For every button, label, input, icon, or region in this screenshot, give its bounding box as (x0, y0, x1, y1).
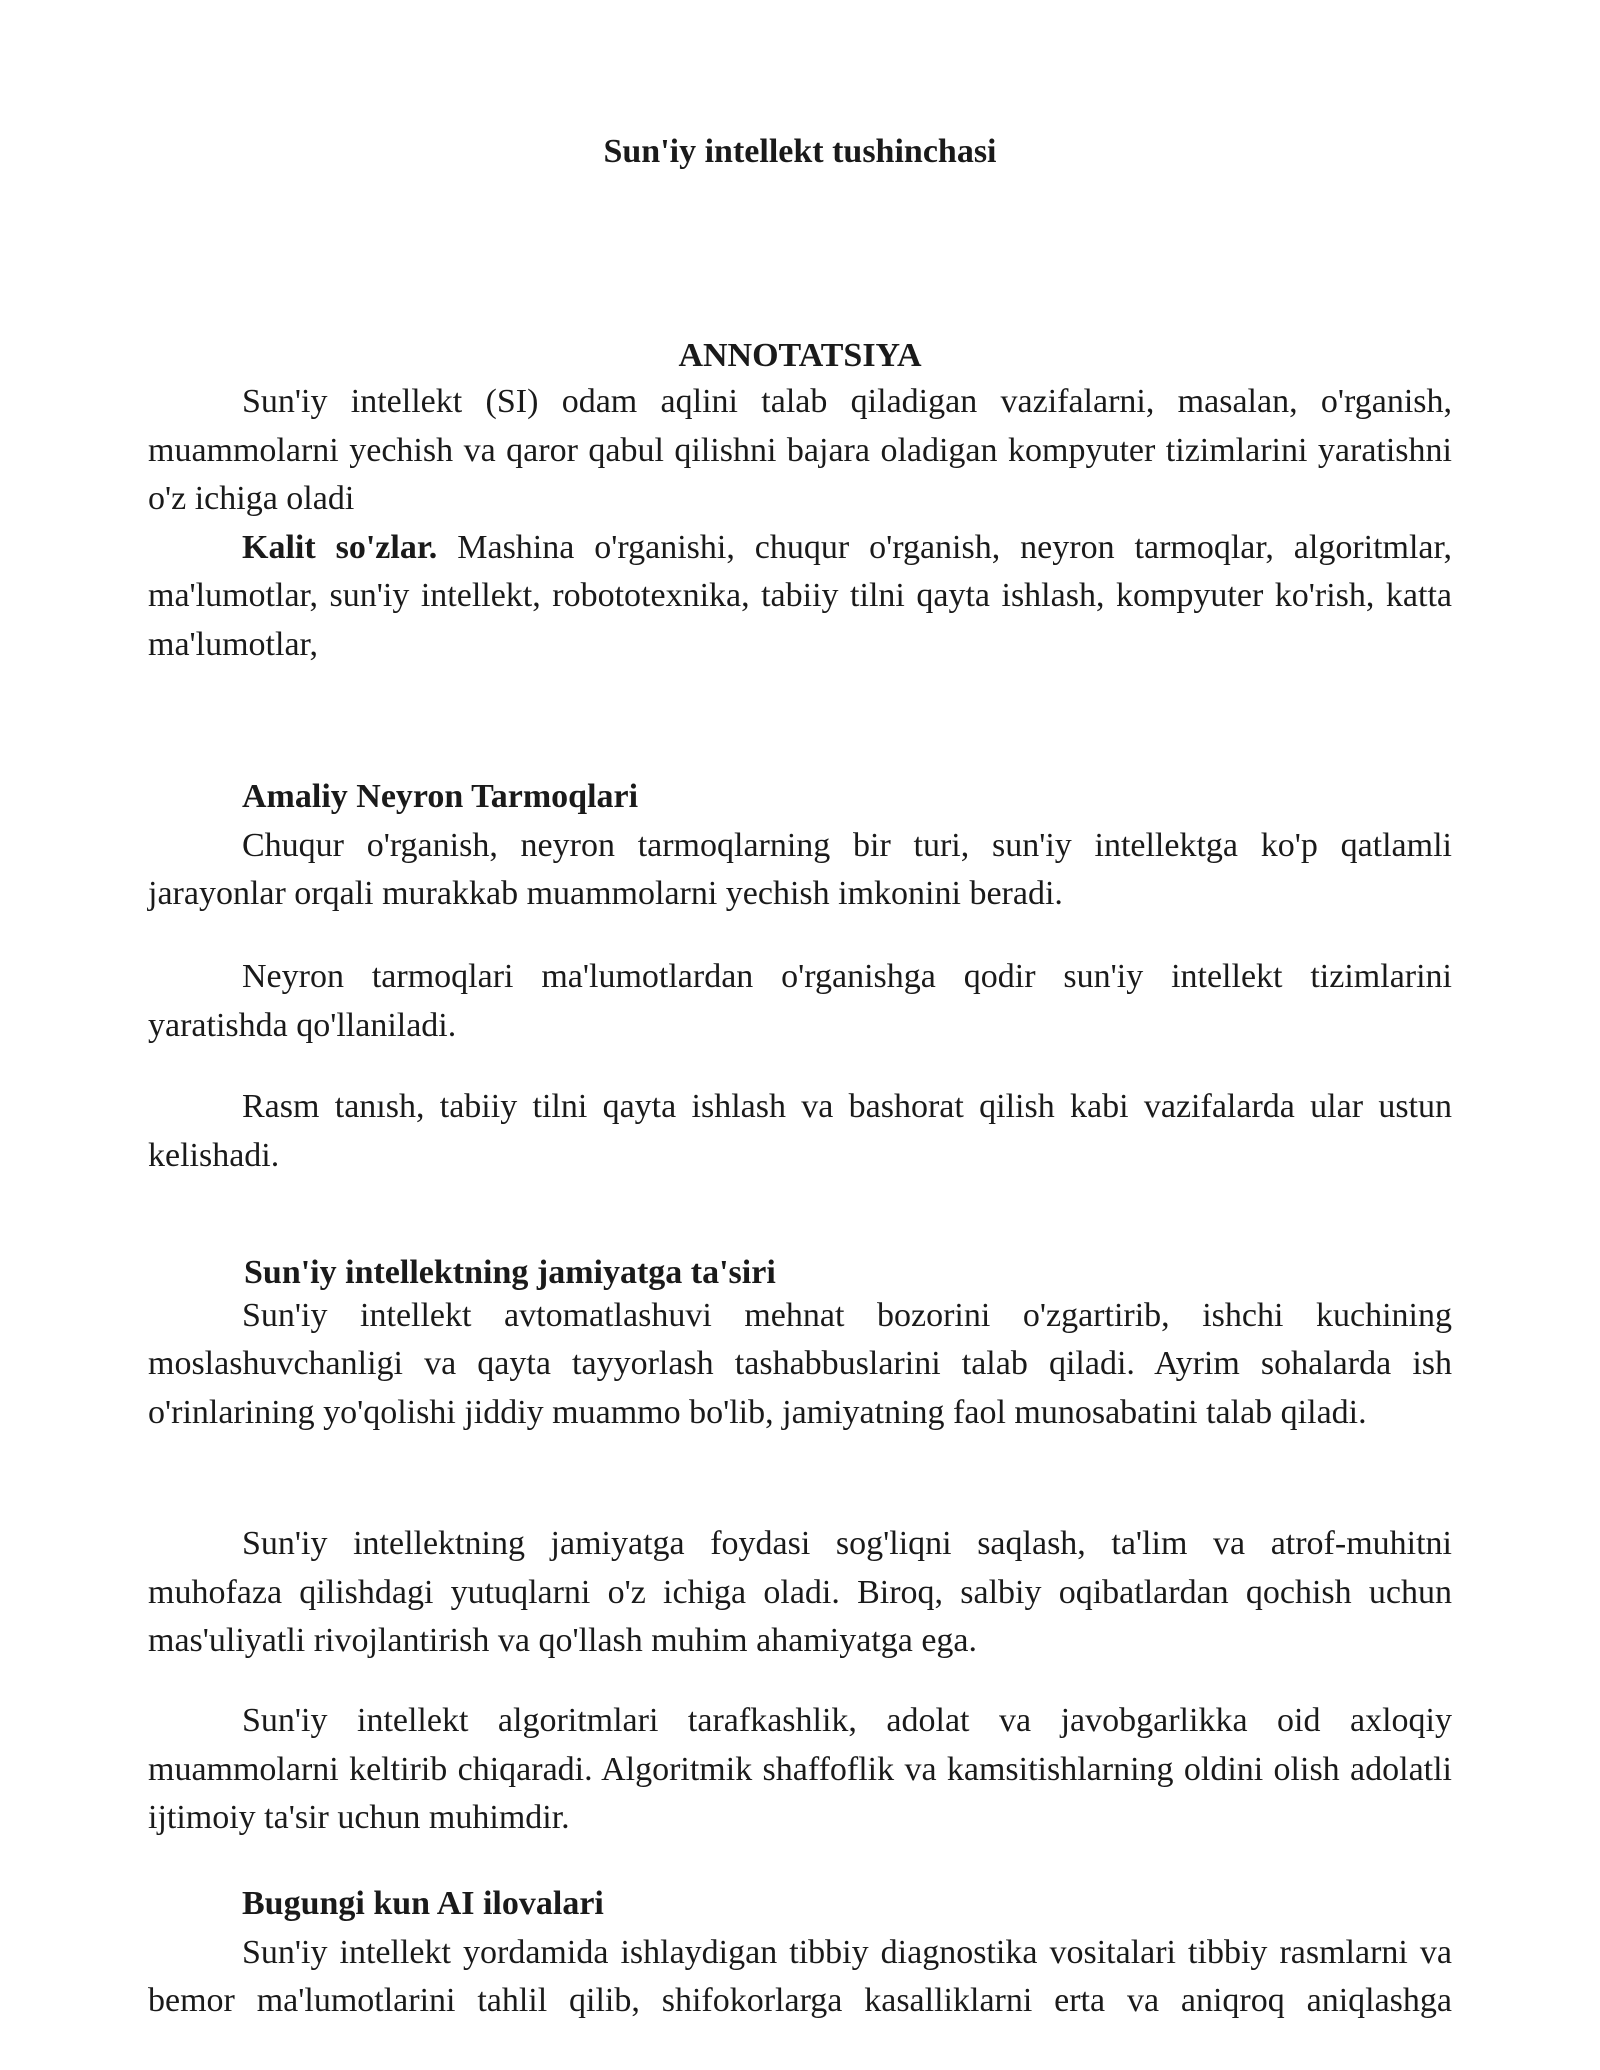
keywords-paragraph (148, 524, 1452, 670)
section-neural-networks (148, 773, 1452, 919)
annotation-text: Sun'iy intellekt (SI) odam aqlini talab qiladigan vazifalarni, masalan, o'rganish, muammolarni yechish va qaror qabul qilishni bajara oladigan kompyuter tizimlarini yaratishni o'z ichiga oladi (148, 383, 1452, 517)
section-society-impact-p2 (148, 1520, 1452, 1666)
section-paragraph: Rasm tanısh, tabiiy tilni qayta ishlash va bashorat qilish kabi vazifalarda ular ustun kelishadi. (148, 1088, 1452, 1174)
section-heading: Amaliy Neyron Tarmoqlari (242, 778, 639, 815)
section-society-impact-p3 (148, 1697, 1452, 1843)
section-neural-networks-p2 (148, 953, 1452, 1050)
section-society-impact (148, 1249, 1452, 1437)
section-heading: Bugungi kun AI ilovalari (242, 1885, 604, 1922)
section-paragraph: Sun'iy intellekt yordamida ishlaydigan tibbiy diagnostika vositalari tibbiy rasmlarni va bemor ma'lumotlarini tahlil qilib, shifokorlarga kasalliklarni erta va aniqroq aniqlashga (148, 1933, 1452, 2019)
section-ai-applications (148, 1880, 1452, 2026)
keywords-text: Mashina o'rganishi, chuqur o'rganish, neyron tarmoqlar, algoritmlar, ma'lumotlar, sun'iy intellekt, robototexnika, tabiiy tilni qayta ishlash, kompyuter ko'rish, katta ma'lumotlar, (148, 528, 1452, 663)
document-title: Sun'iy intellekt tushinchasi (603, 133, 997, 170)
annotation-heading: ANNOTATSIYA (678, 337, 922, 374)
section-paragraph: Chuqur o'rganish, neyron tarmoqlarning bir turi, sun'iy intellektga ko'p qatlamli jarayonlar orqali murakkab muammolarni yechish imkonini beradi. (148, 826, 1452, 912)
annotation-block (148, 378, 1452, 669)
section-paragraph: Neyron tarmoqlari ma'lumotlardan o'rganishga qodir sun'iy intellekt tizimlarini yaratishda qo'llaniladi. (148, 958, 1452, 1044)
section-paragraph: Sun'iy intellekt algoritmlari tarafkashlik, adolat va javobgarlikka oid axloqiy muammolarni keltirib chiqaradi. Algoritmik shaffoflik va kamsitishlarning oldini olish adolatli ijtimoiy ta'sir uchun muhimdir. (148, 1702, 1452, 1836)
keywords-label: Kalit so'zlar. (242, 528, 438, 566)
section-paragraph: Sun'iy intellektning jamiyatga foydasi sog'liqni saqlash, ta'lim va atrof-muhitni muhofaza qilishdagi yutuqlarni o'z ichiga oladi. Biroq, salbiy oqibatlardan qochish uchun mas'uliyatli rivojlantirish va qo'llash muhim ahamiyatga ega. (148, 1525, 1452, 1659)
section-paragraph: Sun'iy intellekt avtomatlashuvi mehnat bozorini o'zgartirib, ishchi kuchining moslashuvchanligi va qayta tayyorlash tashabbuslarini talab qiladi. Ayrim sohalarda ish o'rinlarining yo'qolishi jiddiy muammo bo'lib, jamiyatning faol munosabatini talab qiladi. (148, 1296, 1452, 1431)
section-neural-networks-p3 (148, 1083, 1452, 1180)
section-heading: Sun'iy intellektning jamiyatga ta'siri (244, 1254, 776, 1291)
